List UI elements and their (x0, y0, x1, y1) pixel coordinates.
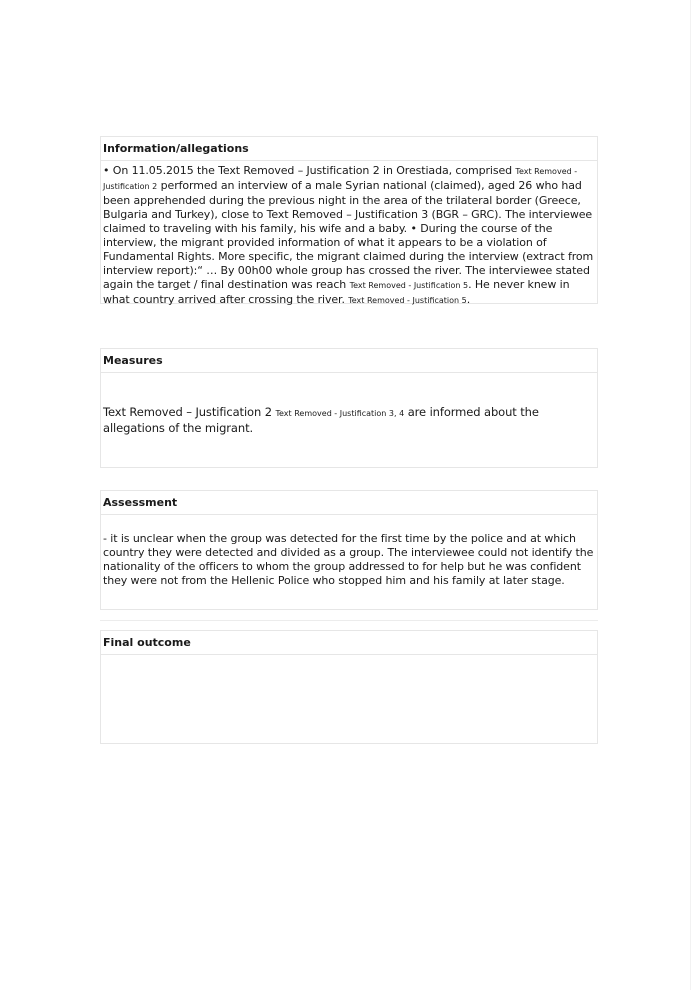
redaction-note: Text Removed - Justification 3, 4 (275, 409, 405, 418)
redaction-note: Text Removed - Justification 5 (348, 296, 467, 305)
section-title: Assessment (101, 491, 597, 515)
section-measures (100, 348, 598, 468)
redaction-note: Text Removed - Justification 2 (103, 167, 578, 191)
body-text: are informed about the allegations of the migrant. (103, 405, 539, 435)
section-title: Measures (101, 349, 597, 373)
section-body (101, 373, 597, 435)
section-title: Final outcome (101, 631, 597, 655)
section-body (101, 161, 597, 308)
body-text: . He never knew in what country arrived after crossing the river. (103, 278, 570, 306)
section-title: Information/allegations (101, 137, 597, 161)
body-text: Text Removed – Justification 2 (103, 405, 276, 419)
body-text: performed an interview of a male Syrian national (claimed), aged 26 who had been apprehended during the previous night in the area of the trilateral border (Greece, Bulgaria and Turkey), close to Text Removed – Justification 3 (BGR – GRC). The interviewee claimed to traveling with his family, his wife and a baby. • During the course of the interview, the migrant provided information of what it appears to be a violation of Fundamental Rights. More specific, the migrant claimed during the interview (extract from interview report):“ … By 00h00 whole group has crossed the river. The interviewee stated again the target / final destination was reach (103, 179, 594, 291)
body-text: . (466, 293, 471, 306)
section-body (101, 655, 597, 657)
section-body: - it is unclear when the group was detected for the first time by the police and at which country they were detected and divided as a group. The interviewee could not identify the nationality of the officers to whom the group addressed to for help but he was confident they were not from the Hellenic Police who stopped him and his family at later stage. (103, 532, 594, 587)
redaction-note: Text Removed - Justification 5 (349, 281, 469, 290)
section-assessment (100, 490, 598, 610)
section-final-outcome (100, 630, 598, 744)
divider (100, 620, 598, 621)
section-information-allegations (100, 136, 598, 304)
scan-edge (690, 0, 691, 990)
body-text: • On 11.05.2015 the Text Removed – Justification 2 in Orestiada, comprised (103, 164, 516, 177)
